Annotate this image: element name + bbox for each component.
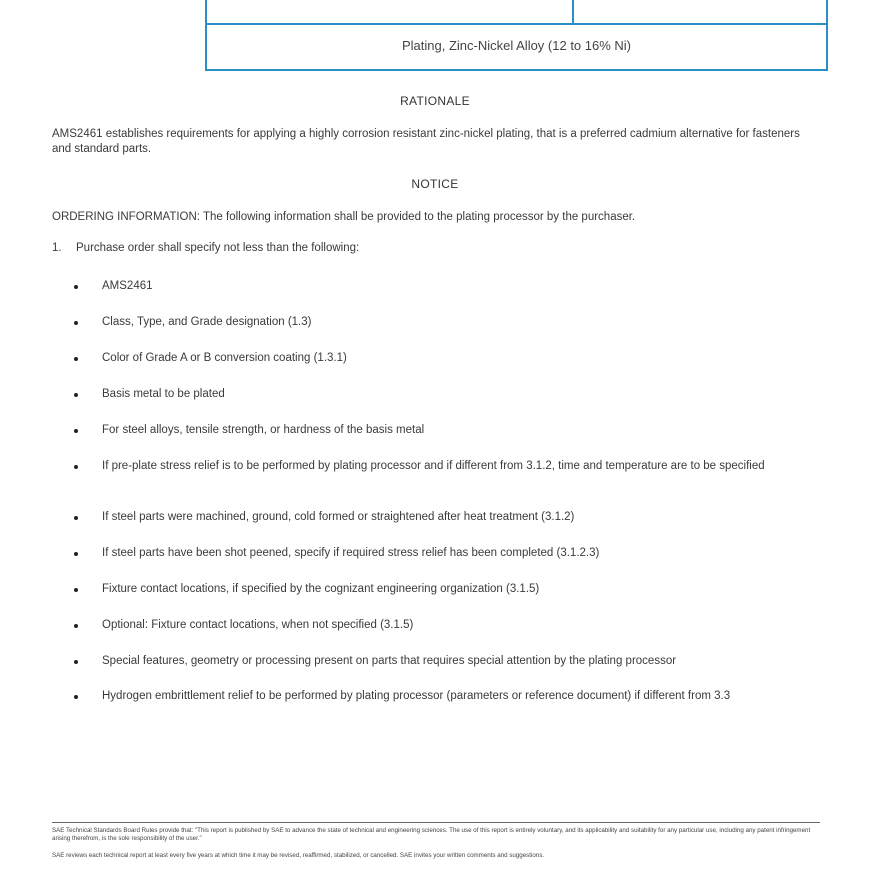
footer-disclaimer: SAE Technical Standards Board Rules provide that: "This report is published by SAE to advance the state of technical and engineering sciences. The use of this report is entirely voluntary, and its applicability and suitability for any particular use, including any patent infringement arising therefrom, is the sole responsibility of the user." bbox=[52, 827, 811, 842]
title-box-top-row bbox=[207, 0, 826, 25]
bullet-icon bbox=[74, 660, 78, 664]
rationale-heading: RATIONALE bbox=[400, 94, 470, 108]
bullet-icon bbox=[74, 588, 78, 592]
bullet-icon bbox=[74, 285, 78, 289]
list-item-1 bbox=[52, 242, 359, 254]
list-item-text: Purchase order shall specify not less than the following: bbox=[76, 242, 360, 254]
footer-rule bbox=[52, 822, 820, 823]
notice-heading: NOTICE bbox=[411, 177, 459, 191]
list-item-number: 1. bbox=[52, 242, 62, 254]
document-title: Plating, Zinc-Nickel Alloy (12 to 16% Ni) bbox=[401, 38, 632, 53]
ordering-information: ORDERING INFORMATION: The following information shall be provided to the plating processor by the purchaser. bbox=[52, 211, 636, 223]
bullet-icon bbox=[74, 695, 78, 699]
rationale-text: AMS2461 establishes requirements for applying a highly corrosion resistant zinc-nickel plating, that is a preferred cadmium alternative for fasteners and standard parts. bbox=[52, 128, 800, 155]
bullet-icon bbox=[74, 429, 78, 433]
bullet-icon bbox=[74, 552, 78, 556]
title-box-divider bbox=[572, 0, 574, 23]
footer-review-note: SAE reviews each technical report at least every five years at which time it may be revised, reaffirmed, stabilized, or cancelled. SAE invites your written comments and suggestions. bbox=[52, 852, 545, 859]
bullet-icon bbox=[74, 393, 78, 397]
bullet-icon bbox=[74, 516, 78, 520]
bullet-icon bbox=[74, 624, 78, 628]
title-box bbox=[205, 0, 828, 71]
bullet-icon bbox=[74, 357, 78, 361]
bullet-icon bbox=[74, 321, 78, 325]
bullet-icon bbox=[74, 465, 78, 469]
